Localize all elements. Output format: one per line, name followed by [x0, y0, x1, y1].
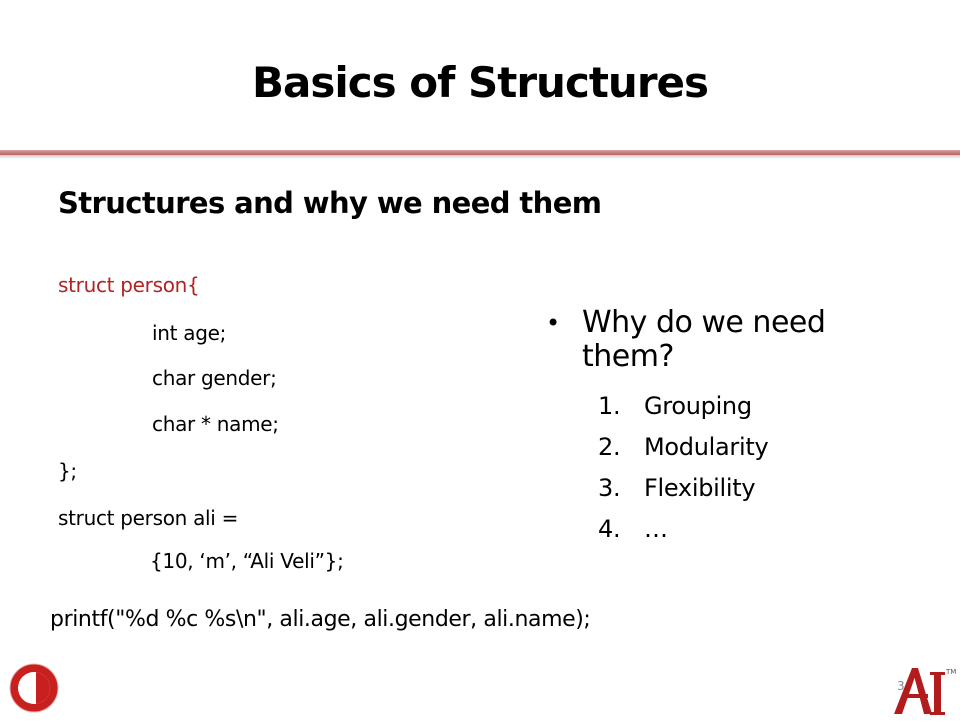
title-divider-shadow [0, 155, 960, 159]
ai-logo-icon [888, 662, 957, 718]
numbered-item [598, 392, 768, 433]
numbered-item [598, 474, 768, 515]
slide-title: Basics of Structures [251, 58, 709, 107]
numbered-item-number: 3. [598, 474, 621, 502]
bullet-text-line2: them? [582, 339, 674, 374]
code-line-name: char * name; [152, 412, 279, 436]
code-line-initializer: {10, ‘m’, “Ali Veli”}; [150, 549, 344, 573]
page-number: 3 [897, 679, 905, 693]
university-logo-icon [8, 662, 60, 714]
bullet-dot-icon: • [546, 309, 560, 337]
numbered-item-label: … [644, 515, 668, 543]
bullet-text-line1: Why do we need [582, 305, 826, 340]
numbered-item-label: Grouping [644, 392, 752, 420]
code-line-gender: char gender; [152, 366, 277, 390]
code-line-age: int age; [152, 321, 227, 345]
numbered-item-label: Flexibility [644, 474, 756, 502]
bullet-item [546, 306, 876, 374]
numbered-item-number: 1. [598, 392, 621, 420]
numbered-list [598, 392, 768, 556]
numbered-item-number: 4. [598, 515, 621, 543]
slide-subtitle: Structures and why we need them [58, 186, 602, 220]
numbered-item [598, 515, 768, 556]
code-line-struct-close: }; [58, 459, 77, 483]
code-line-declaration: struct person ali = [58, 506, 239, 530]
printf-code-line: printf("%d %c %s\n", ali.age, ali.gender, ali.name); [50, 607, 591, 632]
numbered-item-label: Modularity [644, 433, 769, 461]
code-line-struct-open: struct person{ [58, 273, 200, 297]
numbered-item-number: 2. [598, 433, 621, 461]
numbered-item [598, 433, 768, 474]
bullet-list [546, 306, 876, 374]
svg-text:TM: TM [946, 668, 957, 676]
